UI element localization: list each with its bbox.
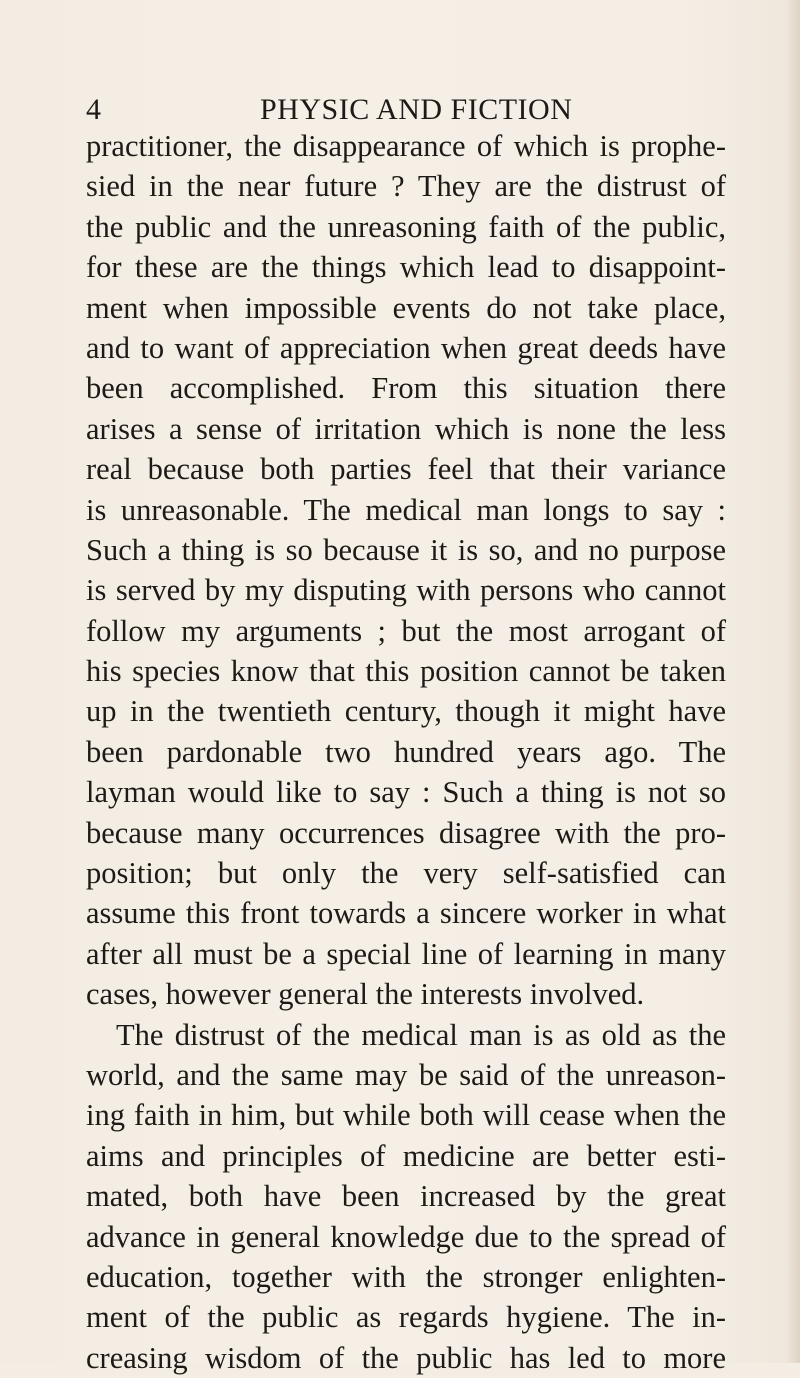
page-number: 4	[86, 93, 101, 126]
text-line: follow my arguments ; but the most arrogant of	[86, 613, 726, 648]
text-line: ing faith in him, but while both will cease when the	[86, 1098, 726, 1133]
text-line: advance in general knowledge due to the spread of	[86, 1219, 726, 1254]
page-edge-shadow	[786, 0, 800, 1363]
text-line: his species know that this position cannot be taken	[86, 654, 726, 689]
text-line: sied in the near future ? They are the distrust of	[86, 169, 726, 204]
text-line: ment when impossible events do not take place,	[86, 290, 726, 325]
text-line: practitioner, the disappearance of which is prophe-	[86, 129, 726, 163]
text-line: creasing wisdom of the public has led to more	[86, 1340, 726, 1375]
text-line: after all must be a special line of learning in many	[86, 936, 726, 971]
text-line: is unreasonable. The medical man longs to say :	[86, 492, 726, 527]
text-line: because many occurrences disagree with the pro-	[86, 815, 726, 850]
text-line: position; but only the very self-satisfied can	[86, 856, 726, 891]
text-line: education, together with the stronger enlighten-	[86, 1259, 726, 1294]
running-head	[86, 90, 726, 130]
body-text	[86, 126, 726, 1378]
text-line: up in the twentieth century, though it might have	[86, 694, 726, 729]
text-line: been pardonable two hundred years ago. The	[86, 734, 726, 769]
paragraph-start-line: The distrust of the medical man is as old as the	[116, 1017, 726, 1052]
running-title: PHYSIC AND FICTION	[260, 93, 573, 126]
text-line: world, and the same may be said of the unreason-	[86, 1057, 726, 1092]
text-line: been accomplished. From this situation there	[86, 371, 726, 406]
text-line: layman would like to say : Such a thing is not so	[86, 775, 726, 810]
text-line: ment of the public as regards hygiene. The in-	[86, 1300, 726, 1335]
text-line: mated, both have been increased by the great	[86, 1179, 726, 1214]
text-line: for these are the things which lead to disappoint-	[86, 250, 726, 285]
text-line: cases, however general the interests involved.	[86, 977, 645, 1012]
text-line: Such a thing is so because it is so, and no purpose	[86, 532, 726, 567]
text-line: the public and the unreasoning faith of the public,	[86, 209, 726, 244]
text-line: arises a sense of irritation which is none the less	[86, 411, 726, 446]
text-line: assume this front towards a sincere worker in what	[86, 896, 726, 931]
text-line: is served by my disputing with persons who cannot	[86, 573, 726, 608]
text-line: aims and principles of medicine are better esti-	[86, 1138, 726, 1173]
text-line: real because both parties feel that their variance	[86, 452, 726, 487]
text-line: and to want of appreciation when great deeds have	[86, 330, 726, 365]
